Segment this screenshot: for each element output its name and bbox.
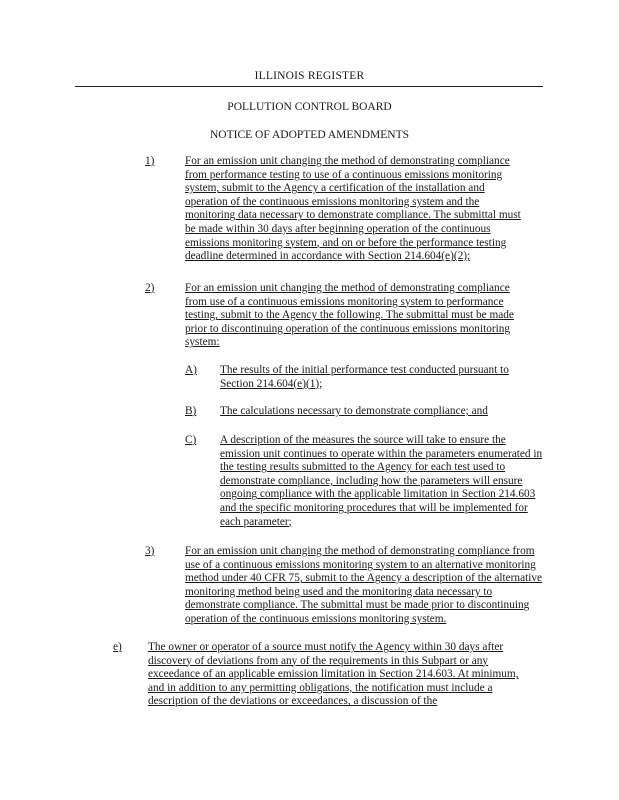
subparagraph-text: The calculations necessary to demonstrate compliance; and	[220, 405, 488, 417]
subparagraph-label: B)	[185, 405, 197, 417]
paragraph-text: For an emission unit changing the method of demonstrating compliance from use of a continuous emissions monitoring system to performance testing, submit to the Agency the following. The submittal must be made prior to discontinuing operation of the continuous emissions monitoring system:	[185, 282, 514, 349]
register-title: ILLINOIS REGISTER	[254, 70, 365, 82]
subsection-label: e)	[113, 641, 122, 653]
subparagraph-text: The results of the initial performance test conducted pursuant to Section 214.604(e)(1);	[220, 364, 509, 390]
subsection-text: The owner or operator of a source must notify the Agency within 30 days after discovery of deviations from any of the requirements in this Subpart or any exceedance of an applicable emission limitation in Section 214.603. At minimum, and in addition to any permitting obligations, the notification must include a description of the deviations or exceedances, a discussion of the	[148, 641, 519, 708]
paragraph-label: 3)	[145, 545, 155, 557]
subparagraph-text: A description of the measures the source will take to ensure the emission unit continues to operate within the parameters enumerated in the testing results submitted to the Agency for each test used to demonstrate compliance, including how the parameters will ensure ongoing compliance with the applicable limitation in Section 214.603 and the specific monitoring procedures that will be implemented for each parameter;	[220, 434, 543, 528]
board-name: POLLUTION CONTROL BOARD	[227, 101, 392, 113]
header-divider	[75, 86, 543, 87]
subparagraph-label: C)	[185, 434, 197, 446]
paragraph-label: 2)	[145, 282, 155, 294]
notice-title: NOTICE OF ADOPTED AMENDMENTS	[209, 129, 410, 141]
paragraph-text: For an emission unit changing the method of demonstrating compliance from use of a continuous emissions monitoring system to an alternative monitoring method under 40 CFR 75, submit to the Agency a description of the alternative monitoring method being used and the monitoring data necessary to demonstrate compliance. The submittal must be made prior to discontinuing operation of the continuous emissions monitoring system.	[185, 545, 543, 625]
subparagraph-label: A)	[185, 364, 197, 376]
paragraph-text: For an emission unit changing the method of demonstrating compliance from performance testing to use of a continuous emissions monitoring system, submit to the Agency a certification of the installation and operation of the continuous emissions monitoring system and the monitoring data necessary to demonstrate compliance. The submittal must be made within 30 days after beginning operation of the continuous emissions monitoring system, and on or before the performance testing deadline determined in accordance with Section 214.604(e)(2);	[185, 155, 521, 263]
paragraph-label: 1)	[145, 155, 155, 167]
